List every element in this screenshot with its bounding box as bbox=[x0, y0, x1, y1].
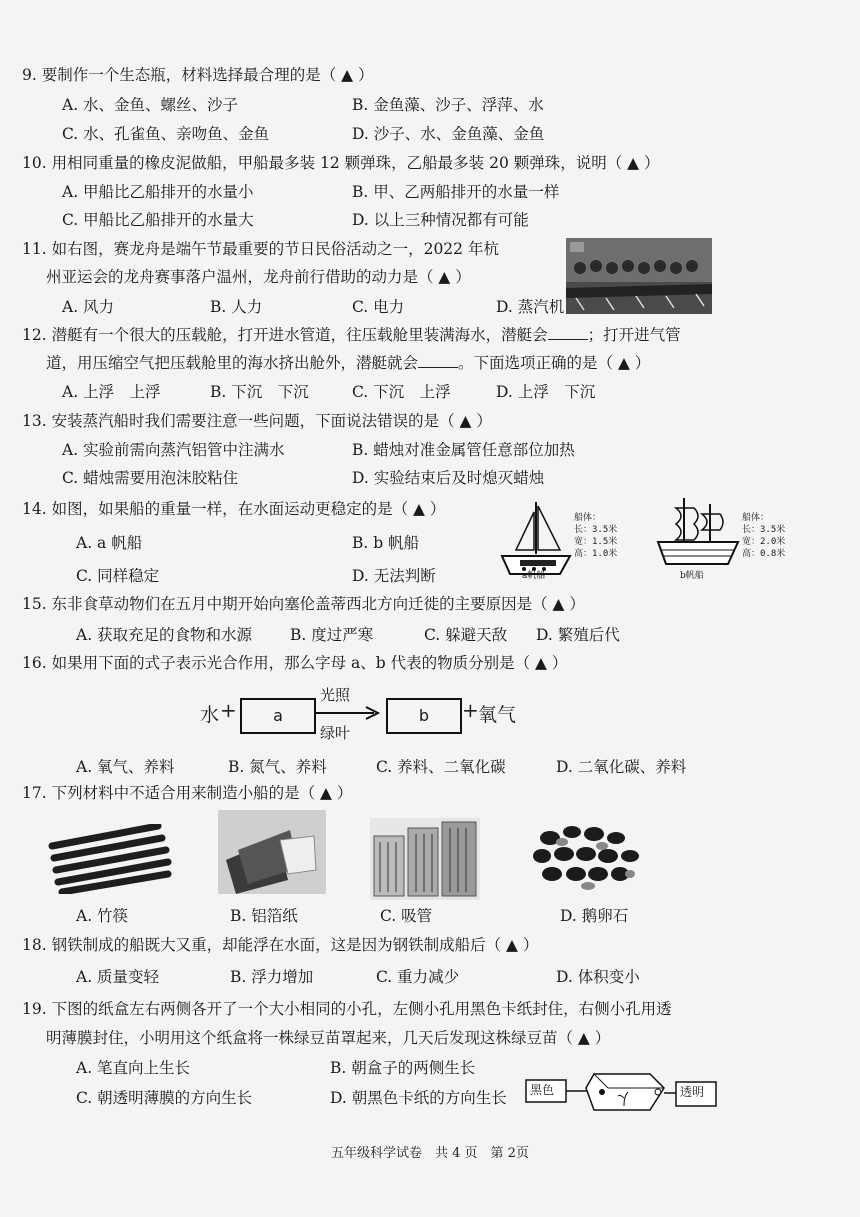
sailboat-b-spec bbox=[742, 512, 785, 560]
question-13-option-d: D. 实验结束后及时熄灭蜡烛 bbox=[352, 469, 545, 487]
question-18-option-b: B. 浮力增加 bbox=[230, 968, 314, 986]
spec-line: 船体： bbox=[574, 513, 602, 523]
reaction-arrow bbox=[314, 706, 380, 720]
spec-line: 高：1.0米 bbox=[574, 549, 618, 559]
box-a: a bbox=[240, 698, 316, 734]
water-term: 水 bbox=[200, 704, 220, 726]
question-11-option-d: D. 蒸汽机 bbox=[496, 298, 565, 316]
question-15-option-d: D. 繁殖后代 bbox=[536, 626, 620, 644]
oxygen-term: 氧气 bbox=[478, 704, 517, 726]
question-10-option-d: D. 以上三种情况都有可能 bbox=[352, 211, 529, 229]
plus-sign: + bbox=[462, 698, 479, 722]
question-12-option-a: A. 上浮 上浮 bbox=[62, 383, 161, 401]
question-15-option-a: A. 获取充足的食物和水源 bbox=[76, 626, 253, 644]
page-footer: 五年级科学试卷 共 4 页 第 2页 bbox=[331, 1146, 529, 1161]
question-19-option-d: D. 朝黑色卡纸的方向生长 bbox=[330, 1089, 507, 1107]
question-9-stem: 9. 要制作一个生态瓶，材料选择最合理的是（ ▲ ） bbox=[22, 66, 374, 84]
box-b: b bbox=[386, 698, 462, 734]
plus-sign: + bbox=[220, 698, 237, 722]
question-14-stem: 14. 如图，如果船的重量一样，在水面运动更稳定的是（ ▲ ） bbox=[22, 500, 446, 518]
question-19-option-a: A. 笔直向上生长 bbox=[76, 1059, 191, 1077]
question-15-option-c: C. 躲避天敌 bbox=[424, 626, 508, 644]
question-12-stem-part1: 12. 潜艇有一个很大的压载舱，打开进水管道，往压载舱里装满海水，潜艇会 bbox=[22, 326, 548, 344]
spec-line: 船体： bbox=[742, 513, 770, 523]
paper-box-figure bbox=[524, 1062, 724, 1126]
question-10-option-c: C. 甲船比乙船排开的水量大 bbox=[62, 211, 254, 229]
question-12-option-b: B. 下沉 下沉 bbox=[210, 383, 309, 401]
question-18-option-a: A. 质量变轻 bbox=[76, 968, 160, 986]
question-17-option-b: B. 铝箔纸 bbox=[230, 907, 298, 925]
spec-line: 长：3.5米 bbox=[742, 525, 786, 535]
question-12-option-d: D. 上浮 下沉 bbox=[496, 383, 596, 401]
question-12-stem-line2 bbox=[46, 352, 650, 374]
question-19-option-b: B. 朝盒子的两侧生长 bbox=[330, 1059, 476, 1077]
question-13-option-b: B. 蜡烛对准金属管任意部位加热 bbox=[352, 441, 575, 459]
question-16-stem: 16. 如果用下面的式子表示光合作用，那么字母 a、b 代表的物质分别是（ ▲ ） bbox=[22, 654, 568, 672]
question-10-stem: 10. 用相同重量的橡皮泥做船，甲船最多装 12 颗弹珠，乙船最多装 20 颗弹珠，说明（ ▲ ） bbox=[22, 154, 660, 172]
sailboat-a-caption: a帆船 bbox=[522, 571, 546, 581]
question-12-option-c: C. 下沉 上浮 bbox=[352, 383, 451, 401]
spec-line: 宽：2.0米 bbox=[742, 537, 786, 547]
question-13-stem: 13. 安装蒸汽船时我们需要注意一些问题，下面说法错误的是（ ▲ ） bbox=[22, 412, 492, 430]
question-9-option-b: B. 金鱼藻、沙子、浮萍、水 bbox=[352, 96, 544, 114]
spec-line: 宽：1.5米 bbox=[574, 537, 618, 547]
sailboat-a-spec bbox=[574, 512, 617, 560]
question-11-option-b: B. 人力 bbox=[210, 298, 263, 316]
foil-image bbox=[218, 810, 326, 894]
spec-line: 长：3.5米 bbox=[574, 525, 618, 535]
sailboat-b-caption: b帆船 bbox=[680, 571, 704, 581]
photosynthesis-equation bbox=[200, 686, 530, 746]
question-19-option-c: C. 朝透明薄膜的方向生长 bbox=[76, 1089, 253, 1107]
question-12-stem-part3: 道，用压缩空气把压载舱里的海水挤出舱外，潜艇就会 bbox=[46, 354, 419, 372]
black-card-label: 黑色 bbox=[530, 1083, 555, 1097]
question-11-stem-line1: 11. 如右图，赛龙舟是端午节最重要的节日民俗活动之一，2022 年杭 bbox=[22, 240, 499, 258]
question-9-option-c: C. 水、孔雀鱼、亲吻鱼、金鱼 bbox=[62, 125, 270, 143]
light-label: 光照 bbox=[320, 686, 351, 704]
question-16-option-d: D. 二氧化碳、养料 bbox=[556, 758, 687, 776]
transparent-film-label: 透明 bbox=[680, 1085, 705, 1099]
answer-blank bbox=[418, 353, 458, 368]
question-16-option-b: B. 氮气、养料 bbox=[228, 758, 327, 776]
pebbles-image bbox=[530, 818, 642, 894]
question-10-option-a: A. 甲船比乙船排开的水量小 bbox=[62, 183, 254, 201]
question-14-option-c: C. 同样稳定 bbox=[76, 567, 160, 585]
question-19-stem-line1: 19. 下图的纸盒左右两侧各开了一个大小相同的小孔，左侧小孔用黑色卡纸封住，右侧小孔用透 bbox=[22, 1000, 672, 1018]
question-11-option-a: A. 风力 bbox=[62, 298, 115, 316]
spec-line: 高：0.8米 bbox=[742, 549, 786, 559]
question-9-option-d: D. 沙子、水、金鱼藻、金鱼 bbox=[352, 125, 545, 143]
question-9-option-a: A. 水、金鱼、螺丝、沙子 bbox=[62, 96, 239, 114]
question-17-option-c: C. 吸管 bbox=[380, 907, 433, 925]
question-18-option-d: D. 体积变小 bbox=[556, 968, 640, 986]
chopsticks-image bbox=[48, 824, 172, 894]
question-17-stem: 17. 下列材料中不适合用来制造小船的是（ ▲ ） bbox=[22, 784, 353, 802]
question-16-option-a: A. 氧气、养料 bbox=[76, 758, 175, 776]
question-10-option-b: B. 甲、乙两船排开的水量一样 bbox=[352, 183, 560, 201]
question-18-stem: 18. 钢铁制成的船既大又重，却能浮在水面，这是因为钢铁制成船后（ ▲ ） bbox=[22, 936, 539, 954]
question-14-option-a: A. a 帆船 bbox=[76, 534, 143, 552]
question-14-option-d: D. 无法判断 bbox=[352, 567, 436, 585]
answer-blank bbox=[548, 325, 588, 340]
sailboat-b-figure bbox=[654, 494, 744, 574]
question-16-option-c: C. 养料、二氧化碳 bbox=[376, 758, 506, 776]
question-14-option-b: B. b 帆船 bbox=[352, 534, 420, 552]
question-11-stem-line2: 州亚运会的龙舟赛事落户温州，龙舟前行借助的动力是（ ▲ ） bbox=[46, 268, 471, 286]
question-19-stem-line2: 明薄膜封住，小明用这个纸盒将一株绿豆苗罩起来，几天后发现这株绿豆苗（ ▲ ） bbox=[46, 1029, 611, 1047]
question-18-option-c: C. 重力减少 bbox=[376, 968, 460, 986]
question-17-option-d: D. 鹅卵石 bbox=[560, 907, 629, 925]
question-11-option-c: C. 电力 bbox=[352, 298, 405, 316]
question-12-stem-part2: ；打开进气管 bbox=[587, 326, 681, 344]
dragon-boat-photo bbox=[566, 238, 712, 314]
question-17-option-a: A. 竹筷 bbox=[76, 907, 129, 925]
question-13-option-c: C. 蜡烛需要用泡沫胶粘住 bbox=[62, 469, 239, 487]
straws-image bbox=[370, 818, 480, 900]
question-15-stem: 15. 东非食草动物们在五月中期开始向塞伦盖蒂西北方向迁徙的主要原因是（ ▲ ） bbox=[22, 595, 585, 613]
leaf-label: 绿叶 bbox=[320, 724, 351, 742]
question-12-stem-part4: 。下面选项正确的是（ ▲ ） bbox=[458, 354, 651, 372]
question-12-stem-line1 bbox=[22, 324, 681, 346]
question-13-option-a: A. 实验前需向蒸汽铝管中注满水 bbox=[62, 441, 285, 459]
question-15-option-b: B. 度过严寒 bbox=[290, 626, 374, 644]
